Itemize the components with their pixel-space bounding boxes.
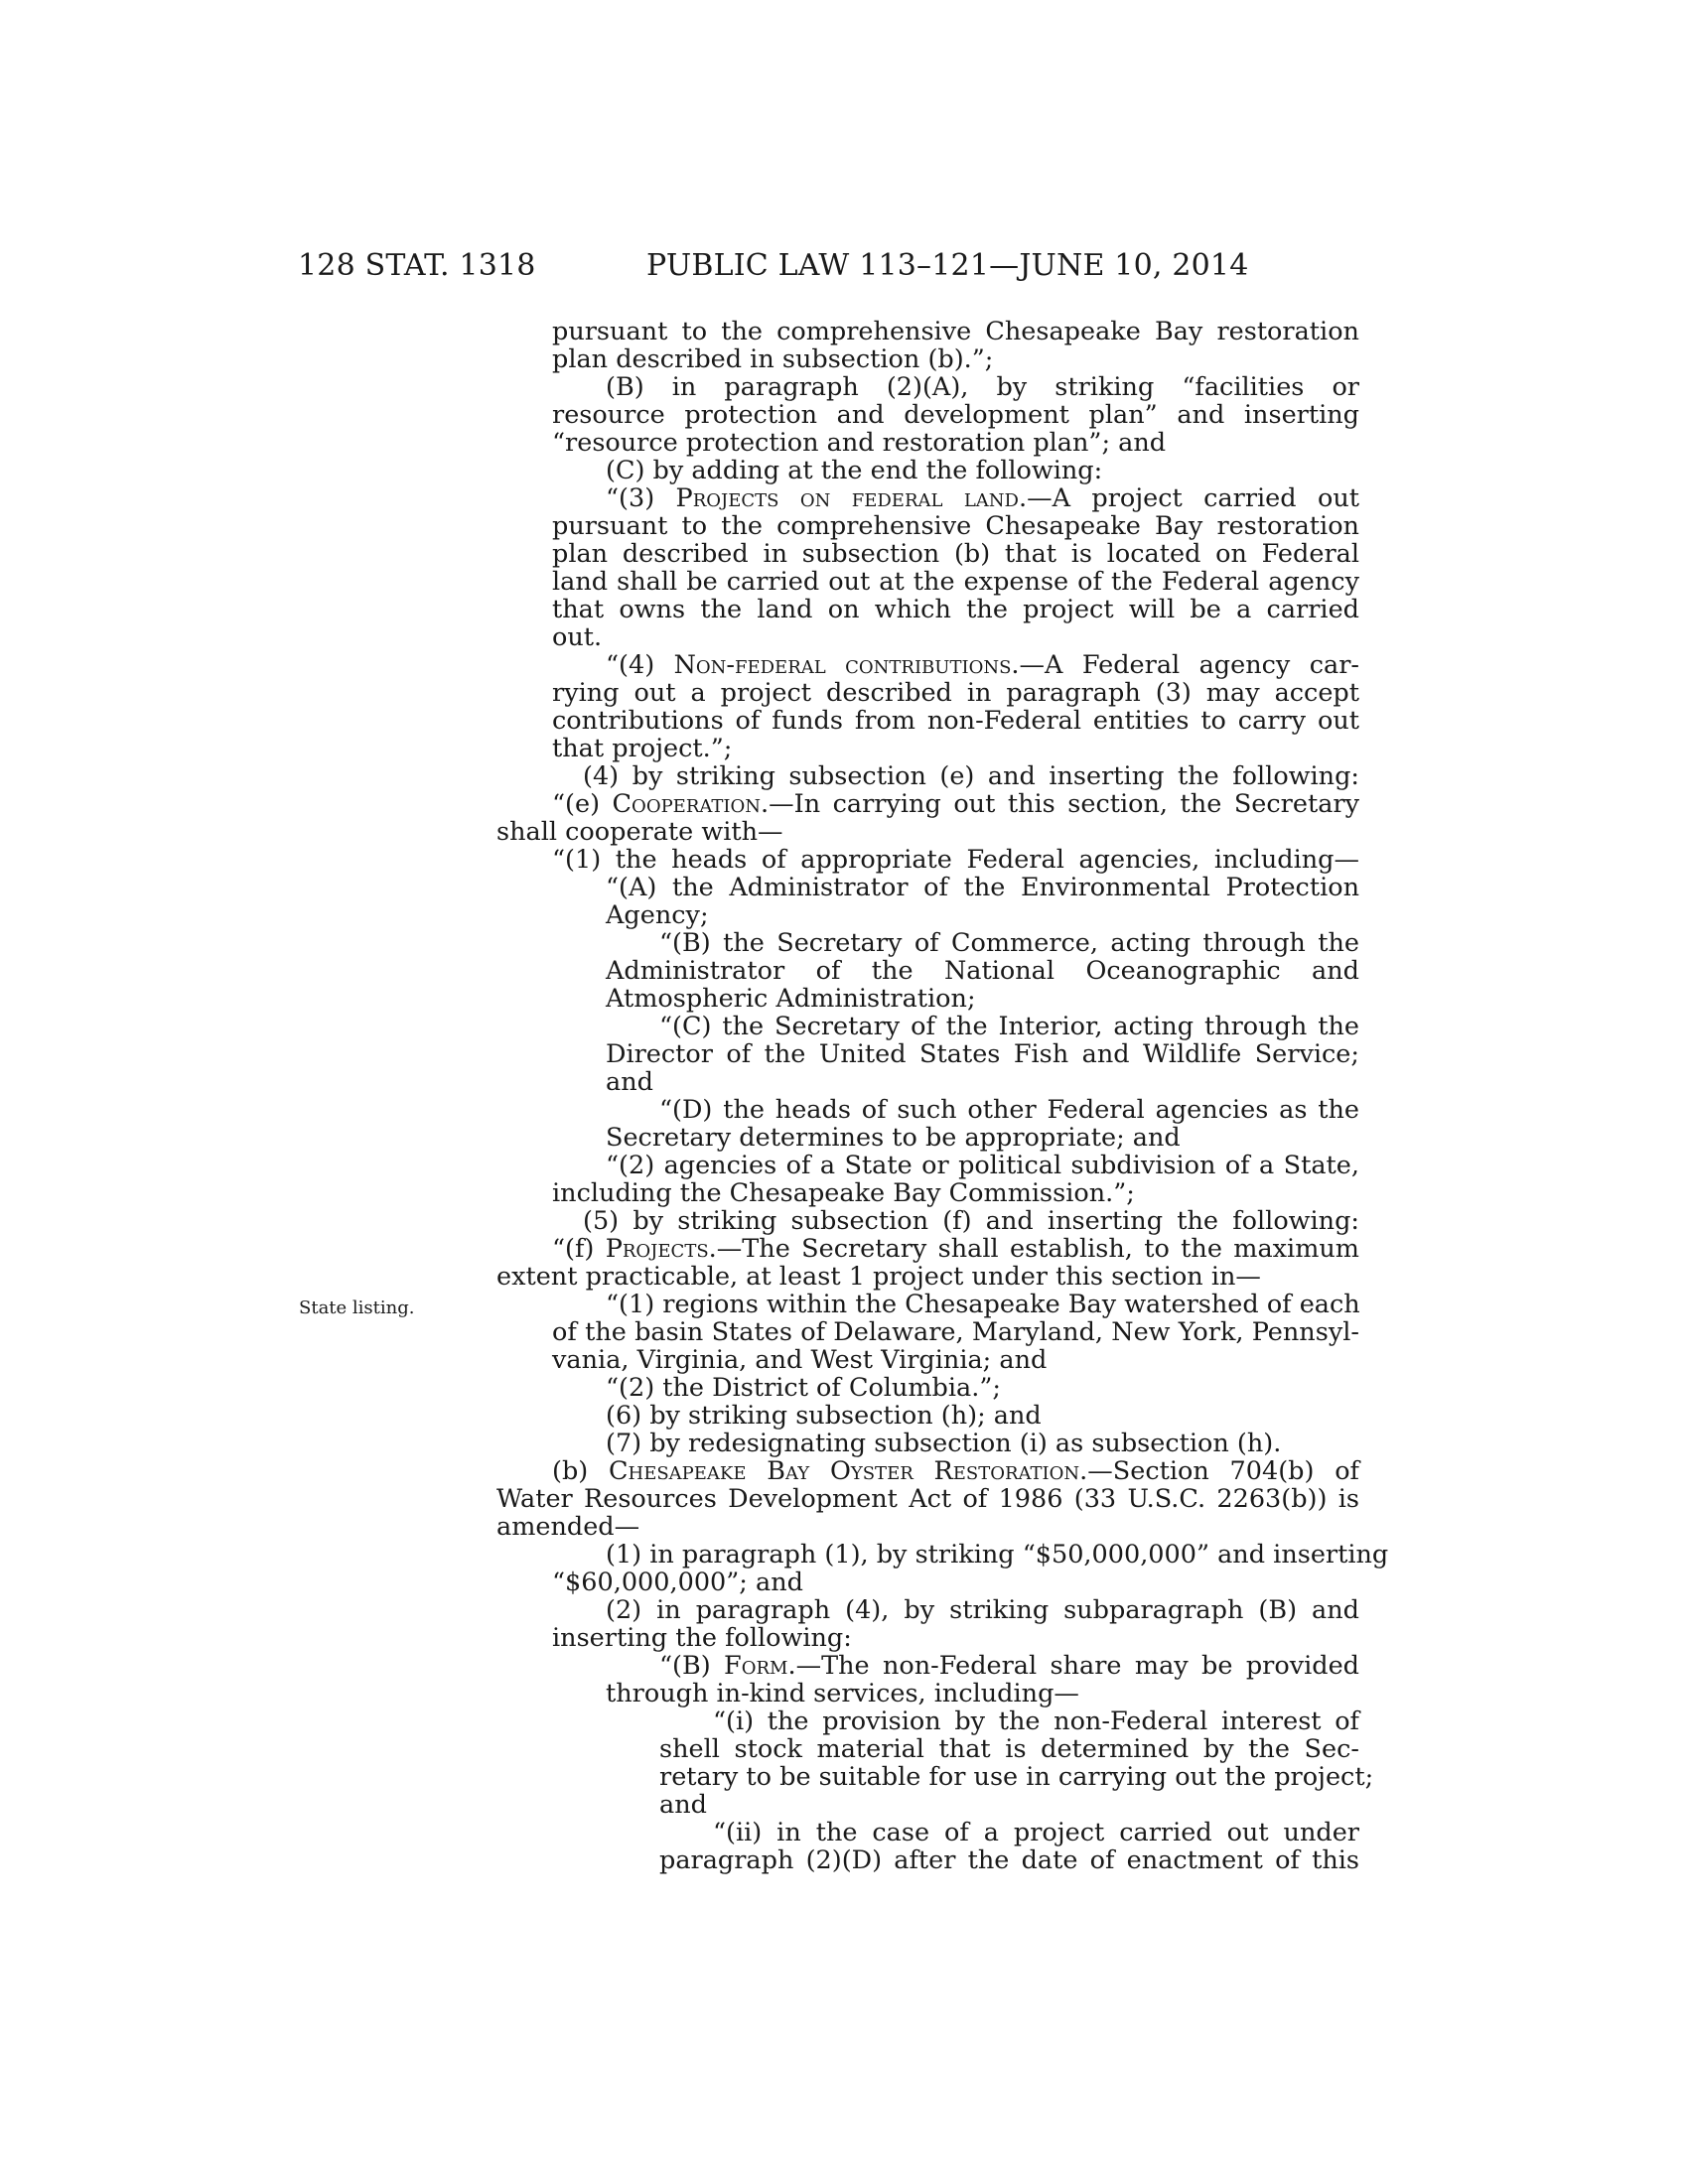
text-line: paragraph (2)(D) after the date of enactment of this: [659, 1845, 1359, 1875]
text-line: vania, Virginia, and West Virginia; and: [552, 1345, 1048, 1375]
text-line: “(4) Non-federal contributions.—A Federal agency car-: [606, 650, 1359, 680]
text-line: “$60,000,000”; and: [552, 1568, 803, 1597]
text-line: Agency;: [606, 900, 709, 930]
text-line: “(1) regions within the Chesapeake Bay watershed of each: [606, 1290, 1360, 1319]
text-line: shall cooperate with—: [496, 817, 783, 847]
text-line: (b) Chesapeake Bay Oyster Restoration.—Section 704(b) of: [552, 1456, 1359, 1486]
text-line: Secretary determines to be appropriate; and: [606, 1123, 1181, 1153]
text-line: “(B) the Secretary of Commerce, acting through the: [659, 928, 1359, 958]
text-line: pursuant to the comprehensive Chesapeake Bay restoration: [552, 317, 1359, 346]
text-line: plan described in subsection (b).”;: [552, 344, 994, 374]
margin-note: State listing.: [299, 1297, 415, 1318]
text-line: shell stock material that is determined by the Sec-: [659, 1734, 1359, 1764]
text-line: “(i) the provision by the non-Federal interest of: [713, 1706, 1359, 1736]
text-line: land shall be carried out at the expense of the Federal agency: [552, 567, 1359, 597]
text-line: Administrator of the National Oceanographic and: [606, 956, 1359, 986]
text-line: “(3) Projects on federal land.—A project carried out: [606, 483, 1360, 513]
text-line: resource protection and development plan” and inserting: [552, 400, 1359, 430]
text-line: (6) by striking subsection (h); and: [606, 1401, 1042, 1431]
text-line: “(f) Projects.—The Secretary shall establish, to the maximum: [552, 1234, 1359, 1264]
text-line: (5) by striking subsection (f) and inserting the following:: [583, 1206, 1359, 1236]
text-line: “(2) agencies of a State or political subdivision of a State,: [606, 1151, 1359, 1180]
page-title: PUBLIC LAW 113–121—JUNE 10, 2014: [646, 248, 1249, 283]
text-line: “resource protection and restoration plan”; and: [552, 428, 1167, 458]
text-line: and: [606, 1067, 653, 1097]
text-line: Director of the United States Fish and Wildlife Service;: [606, 1039, 1359, 1069]
text-line: “(ii) in the case of a project carried out under: [713, 1818, 1359, 1847]
text-line: (C) by adding at the end the following:: [606, 456, 1103, 485]
text-line: Water Resources Development Act of 1986 (33 U.S.C. 2263(b)) is: [496, 1484, 1359, 1514]
text-line: that project.”;: [552, 734, 733, 763]
text-line: “(D) the heads of such other Federal agencies as the: [659, 1095, 1359, 1125]
text-line: Atmospheric Administration;: [606, 984, 976, 1014]
heading-non-federal-contributions: Non-federal contributions: [673, 650, 1012, 680]
heading-projects-on-federal-land: Projects on federal land: [675, 483, 1019, 513]
text-line: retary to be suitable for use in carrying out the project;: [659, 1762, 1374, 1792]
text-line: “(1) the heads of appropriate Federal agencies, including—: [552, 845, 1359, 875]
text-line: that owns the land on which the project will be a carried: [552, 595, 1359, 624]
text-line: extent practicable, at least 1 project under this section in—: [496, 1262, 1261, 1292]
text-line: out.: [552, 622, 603, 652]
text-line: (4) by striking subsection (e) and inserting the following:: [583, 761, 1359, 791]
text-line: “(C) the Secretary of the Interior, acting through the: [659, 1012, 1359, 1041]
text-line: (1) in paragraph (1), by striking “$50,000,000” and inserting: [606, 1540, 1389, 1570]
heading-chesapeake-bay-oyster-restoration: Chesapeake Bay Oyster Restoration: [609, 1456, 1080, 1486]
text-line: of the basin States of Delaware, Maryland, New York, Pennsyl-: [552, 1317, 1359, 1347]
text-line: contributions of funds from non-Federal entities to carry out: [552, 706, 1359, 736]
page-reference: 128 STAT. 1318: [298, 248, 536, 283]
text-line: “(2) the District of Columbia.”;: [606, 1373, 1001, 1403]
text-line: plan described in subsection (b) that is located on Federal: [552, 539, 1359, 569]
text-line: amended—: [496, 1512, 640, 1542]
text-line: (2) in paragraph (4), by striking subparagraph (B) and: [606, 1595, 1359, 1625]
text-line: (7) by redesignating subsection (i) as subsection (h).: [606, 1429, 1282, 1458]
heading-projects: Projects: [605, 1234, 709, 1264]
text-line: including the Chesapeake Bay Commission.”;: [552, 1178, 1135, 1208]
heading-form: Form: [724, 1651, 788, 1681]
text-line: pursuant to the comprehensive Chesapeake Bay restoration: [552, 511, 1359, 541]
text-line: rying out a project described in paragraph (3) may accept: [552, 678, 1359, 708]
text-line: “(B) Form.—The non-Federal share may be provided: [659, 1651, 1359, 1681]
text-line: “(e) Cooperation.—In carrying out this section, the Secretary: [552, 789, 1359, 819]
text-line: (B) in paragraph (2)(A), by striking “facilities or: [606, 372, 1359, 402]
heading-cooperation: Cooperation: [612, 789, 762, 819]
text-line: “(A) the Administrator of the Environmental Protection: [606, 873, 1359, 902]
text-line: through in-kind services, including—: [606, 1679, 1079, 1708]
text-line: inserting the following:: [552, 1623, 852, 1653]
text-line: and: [659, 1790, 707, 1820]
